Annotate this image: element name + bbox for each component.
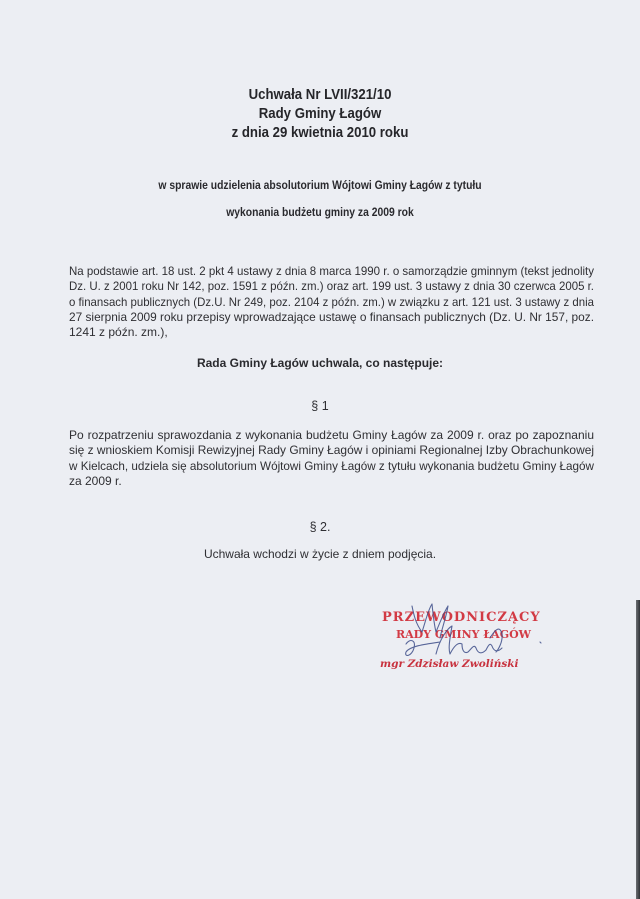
section-1-paragraph [69,428,594,489]
preamble-line: 27 sierpnia 2009 roku przepisy wprowadzające ustawę o finansach publicznych (Dz. U. Nr 157, poz. [69,309,594,324]
issuing-council: Rady Gminy Łagów [258,105,382,122]
section-1-line: za 2009 r. [69,473,122,488]
section-1-mark: § 1 [311,399,329,413]
stamp-title: PRZEWODNICZĄCY [382,610,541,625]
scan-edge-shadow [636,600,640,899]
section-1-line: w Kielcach, udziela się absolutorium Wójtowi Gminy Łagów z tytułu wykonania budżetu Gminy Łagów [69,458,594,473]
resolution-statement: Rada Gminy Łagów uchwala, co następuje: [196,356,444,370]
handwritten-signature [370,598,560,678]
section-2-mark: § 2. [309,520,331,534]
section-2-text: Uchwała wchodzi w życie z dniem podjęcia. [203,547,437,561]
preamble-line: 1241 z późn. zm.), [69,325,168,340]
section-1-line: się z wnioskiem Komisji Rewizyjnej Rady Gminy Łagów i opiniami Regionalnej Izby Obrachunkowej [69,443,594,458]
resolution-title [38,85,601,142]
preamble-line: o finansach publicznych (Dz.U. Nr 249, poz. 2104 z późn. zm.) w związku z art. 121 ust. 3 ustawy z dnia [69,294,594,309]
section-1-line: Po rozpatrzeniu sprawozdania z wykonania budżetu Gminy Łagów za 2009 r. oraz po zapoznaniu [69,428,594,442]
preamble-line: Dz. U. z 2001 roku Nr 142, poz. 1591 z późn. zm.) oraz art. 199 ust. 3 ustawy z dnia 30 czerwca 2005 r. [69,279,594,294]
stamp-name: mgr Zdzisław Zwoliński [380,658,519,670]
subject-line-2: wykonania budżetu gminy za 2009 rok [226,207,414,219]
preamble-paragraph [69,264,594,340]
preamble-line: Na podstawie art. 18 ust. 2 pkt 4 ustawy z dnia 8 marca 1990 r. o samorządzie gminnym (tekst jednolity [69,264,594,278]
resolution-number: Uchwała Nr LVII/321/10 [248,86,392,103]
subject-line-1: w sprawie udzielenia absolutorium Wójtowi Gminy Łagów z tytułu [158,180,482,192]
resolution-date: z dnia 29 kwietnia 2010 roku [231,124,409,141]
chairman-stamp [370,598,560,678]
stamp-council: RADY GMINY ŁAGÓW [396,628,532,641]
